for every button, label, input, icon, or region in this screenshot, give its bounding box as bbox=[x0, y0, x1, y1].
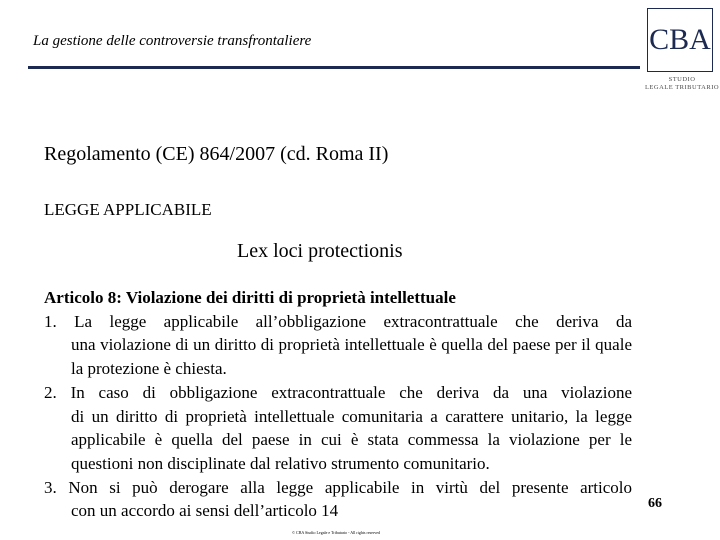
paragraph-2-first-line: 2. In caso di obbligazione extracontrattuale che deriva da una violazione bbox=[44, 382, 632, 402]
paragraph-2 bbox=[44, 381, 632, 476]
paragraph-3 bbox=[44, 476, 632, 523]
article-heading: Articolo 8: Violazione dei diritti di proprietà intellettuale bbox=[44, 288, 456, 307]
section-label: LEGGE APPLICABILE bbox=[44, 200, 212, 219]
logo-text: CBA bbox=[649, 23, 711, 56]
paragraph-3-continuation: con un accordo ai sensi dell’articolo 14 bbox=[71, 501, 339, 521]
page-number: 66 bbox=[648, 496, 662, 511]
footer-copyright: © CBA Studio Legale e Tributario - All rights reserved bbox=[292, 530, 381, 535]
header-title: La gestione delle controversie transfrontaliere bbox=[33, 33, 312, 49]
paragraph-3-first-line: 3. Non si può derogare alla legge applicabile in virtù del presente articolo bbox=[44, 477, 632, 497]
principle-heading: Lex loci protectionis bbox=[237, 240, 403, 262]
regulation-title: Regolamento (CE) 864/2007 (cd. Roma II) bbox=[44, 143, 389, 165]
cba-logo bbox=[647, 8, 713, 72]
paragraph-1-first-line: 1. La legge applicabile all’obbligazione extracontrattuale che deriva da bbox=[44, 311, 632, 331]
paragraph-1 bbox=[44, 310, 632, 381]
logo-subtitle bbox=[644, 76, 720, 92]
article-body bbox=[44, 286, 632, 523]
paragraph-1-continuation: una violazione di un diritto di proprietà intellettuale è quella del paese per il quale la protezione è chiesta. bbox=[71, 335, 632, 379]
logo-subtitle-line2: LEGALE TRIBUTARIO bbox=[644, 84, 720, 91]
paragraph-2-continuation: di un diritto di proprietà intellettuale comunitaria a carattere unitario, la legge applicabile è quella del paese in cui è stata commessa la violazione per le questioni non disciplinate dal relativo strumento comunitario. bbox=[71, 406, 632, 473]
header-divider bbox=[28, 66, 640, 69]
logo-subtitle-line1: STUDIO bbox=[668, 76, 696, 83]
